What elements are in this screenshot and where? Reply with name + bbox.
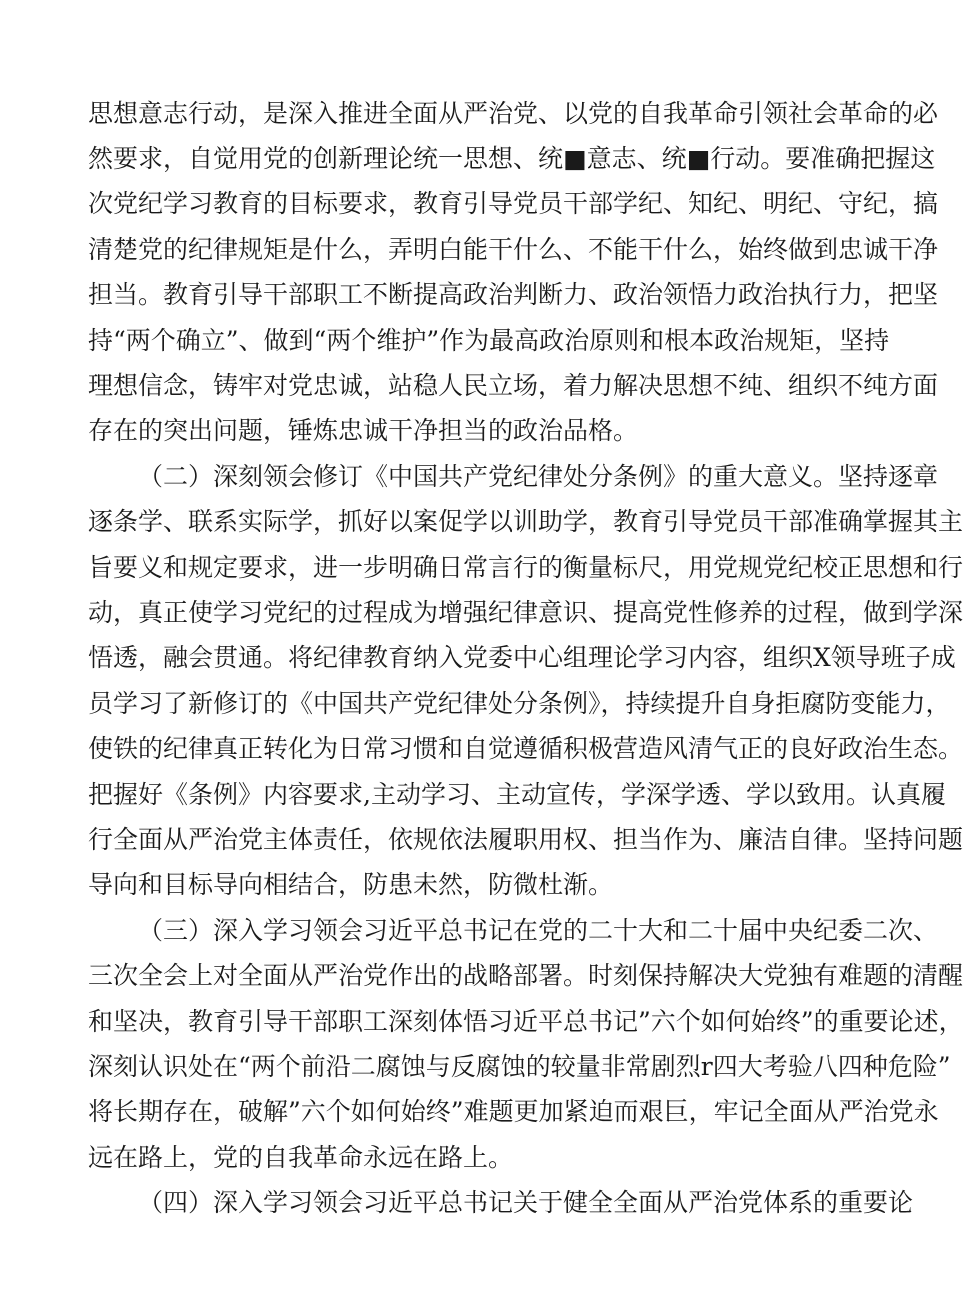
text-line: 悟透，融会贯通。将纪律教育纳入党委中心组理论学习内容，组织X领导班子成 xyxy=(88,643,956,672)
text-line: 行全面从严治党主体责任，依规依法履职用权、担当作为、廉洁自律。坚持问题 xyxy=(88,825,964,854)
paragraph-2-heading-line: （二）深刻领会修订《中国共产党纪律处分条例》的重大意义。坚持逐章 xyxy=(138,462,939,491)
text-line: 动，真正使学习党纪的过程成为增强纪律意识、提高党性修养的过程，做到学深 xyxy=(88,598,964,627)
text-line: 员学习了新修订的《中国共产党纪律处分条例》，持续提升自身拒腐防变能力， xyxy=(88,689,951,718)
text-line: 理想信念，铸牢对党忠诚，站稳人民立场，着力解决思想不纯、组织不纯方面 xyxy=(88,371,939,400)
paragraph-3-heading-line: （三）深入学习领会习近平总书记在党的二十大和二十届中央纪委二次、 xyxy=(138,916,939,945)
paragraph-last-line: 远在路上，党的自我革命永远在路上。 xyxy=(88,1143,514,1172)
text-line: 清楚党的纪律规矩是什么，弄明白能干什么、不能干什么，始终做到忠诚干净 xyxy=(88,235,939,264)
paragraph-last-line: 存在的突出问题，锤炼忠诚干净担当的政治品格。 xyxy=(88,416,639,445)
text-line: 旨要义和规定要求，进一步明确日常言行的衡量标尺，用党规党纪校正思想和行 xyxy=(88,553,964,582)
text-line: 然要求，自觉用党的创新理论统一思想、统■意志、统■行动。要准确把握这 xyxy=(88,144,936,173)
text-line: 三次全会上对全面从严治党作出的战略部署。时刻保持解决大党独有难题的清醒 xyxy=(88,961,964,990)
text-line: 把握好《条例》内容要求,主动学习、主动宣传，学深学透、学以致用。认真履 xyxy=(88,780,946,809)
text-line: 次党纪学习教育的目标要求，教育引导党员干部学纪、知纪、明纪、守纪，搞 xyxy=(88,189,939,218)
text-line: 担当。教育引导干部职工不断提高政治判断力、政治领悟力政治执行力，把坚 xyxy=(88,280,939,309)
paragraph-last-line: 导向和目标导向相结合，防患未然，防微杜渐。 xyxy=(88,870,614,899)
text-line: 深刻认识处在“两个前沿二腐蚀与反腐蚀的较量非常剧烈r四大考验八四种危险” xyxy=(88,1052,951,1081)
text-line: 使铁的纪律真正转化为日常习惯和自觉遵循积极营造风清气正的良好政治生态。 xyxy=(88,734,964,763)
text-line: 思想意志行动，是深入推进全面从严治党、以党的自我革命引领社会革命的必 xyxy=(88,99,939,128)
paragraph-4-heading-line: （四）深入学习领会习近平总书记关于健全全面从严治党体系的重要论 xyxy=(138,1188,914,1217)
text-line: 和坚决，教育引导干部职工深刻体悟习近平总书记”六个如何始终”的重要论述， xyxy=(88,1007,964,1036)
text-line: 持“两个确立”、做到“两个维护”作为最高政治原则和根本政治规矩，坚持 xyxy=(88,326,890,355)
text-line: 逐条学、联系实际学，抓好以案促学以训助学，教育引导党员干部准确掌握其主 xyxy=(88,507,964,536)
text-line: 将长期存在，破解”六个如何始终”难题更加紧迫而艰巨，牢记全面从严治党永 xyxy=(88,1097,939,1126)
